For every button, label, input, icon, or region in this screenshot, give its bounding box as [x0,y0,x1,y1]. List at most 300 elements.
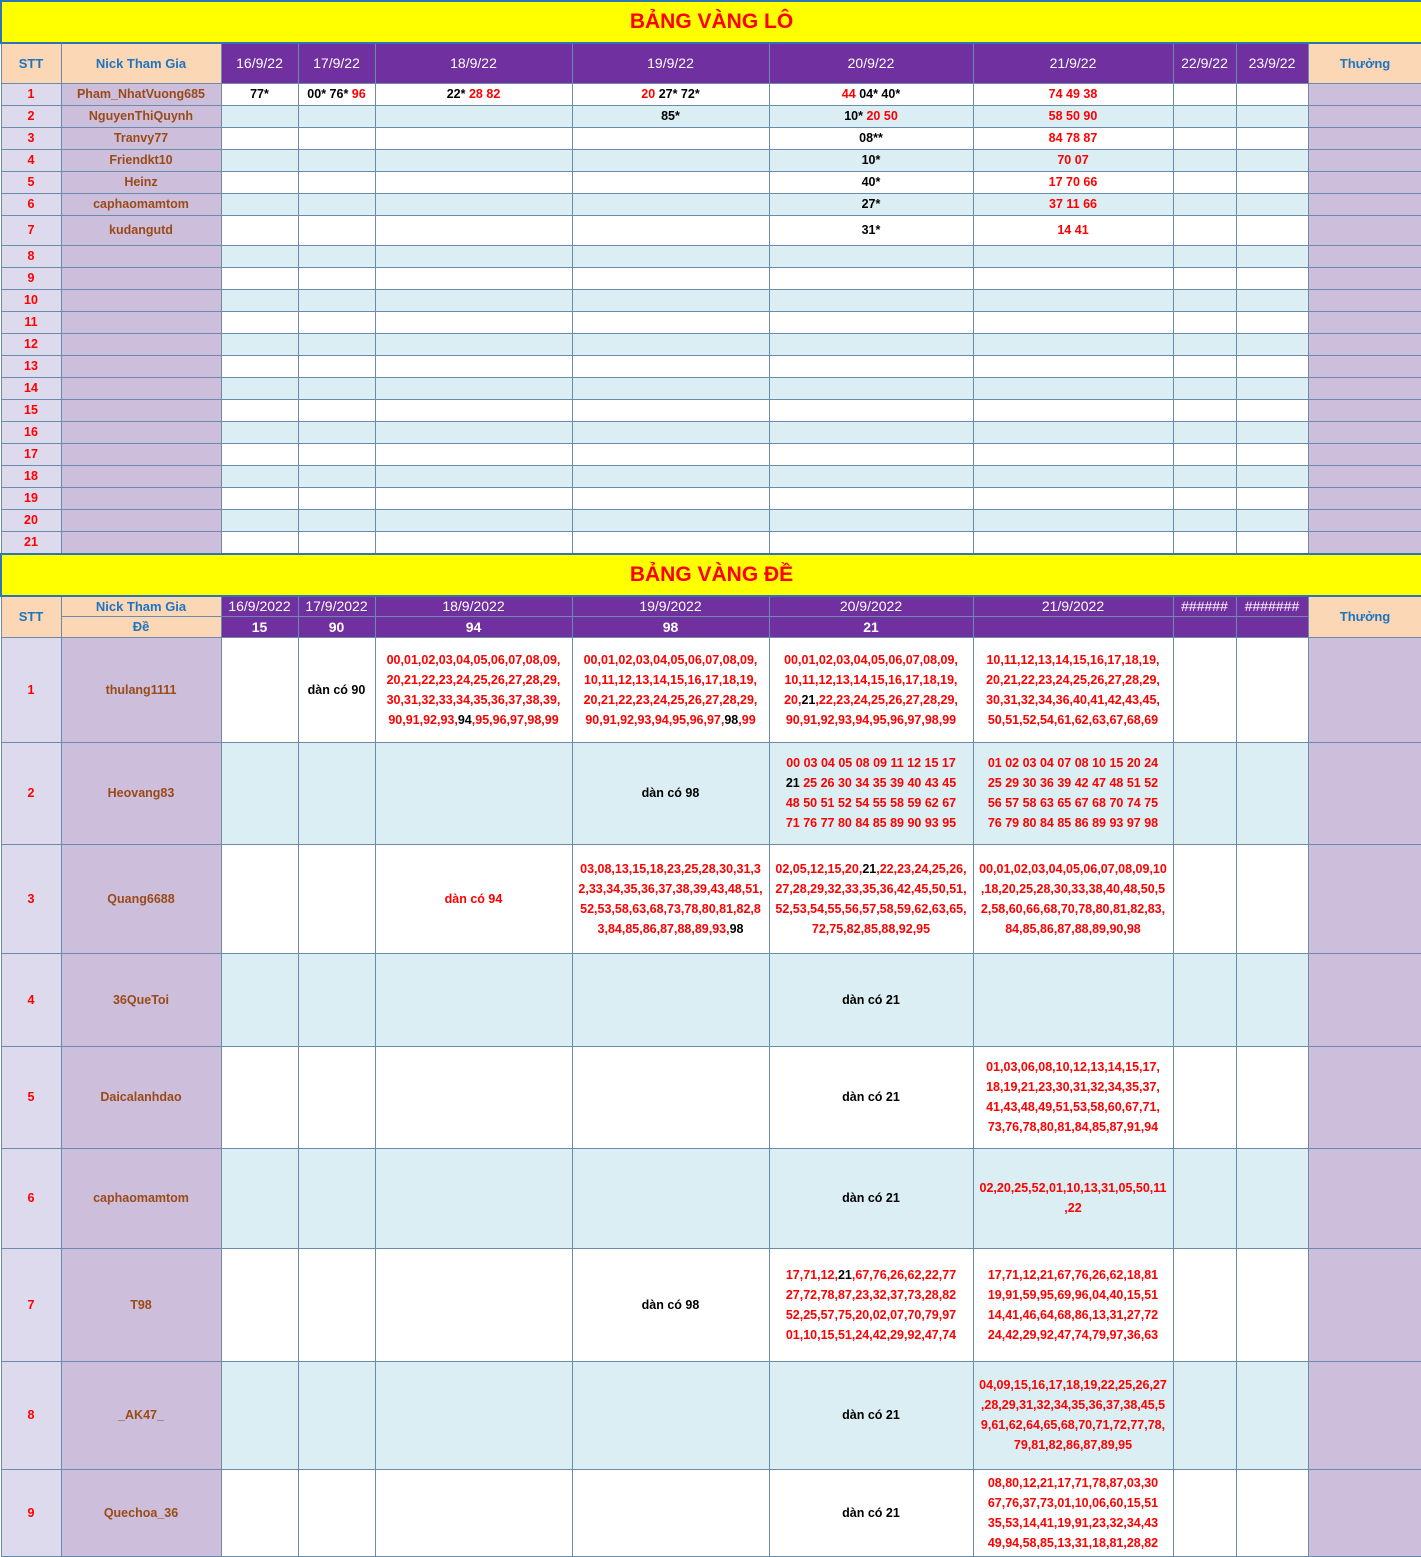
lo-pick-cell [298,333,375,355]
lo-nick-cell [61,487,221,509]
lo-pick-cell [1173,509,1236,531]
de-pick-cell [375,1046,572,1148]
de-pick-text: 72,75,82,85,88,92,95 [811,921,931,936]
de-pick-line [770,1265,973,1285]
lo-pick-cell [375,421,572,443]
de-pick-cell [769,1248,973,1361]
de-stt-cell: 8 [1,1361,61,1469]
lo-pick-cell [769,267,973,289]
lo-table-row [1,399,1421,421]
lo-pick-cell [375,377,572,399]
lo-pick-cell [221,215,298,245]
de-pick-line [974,859,1173,879]
lo-table-row [1,509,1421,531]
lo-pick-text: 10* [861,153,881,167]
de-pick-text: 25 29 30 36 39 42 47 48 51 52 [987,776,1159,790]
de-pick-line [974,1077,1173,1097]
lo-thuong-cell [1308,289,1421,311]
lo-pick-cell [221,105,298,127]
de-pick-line [974,1178,1173,1198]
lo-pick-cell [973,149,1173,171]
lo-pick-text: 27* 72* [658,87,700,101]
lo-pick-cell [572,289,769,311]
de-nick-header: Nick Tham Gia [61,596,221,616]
lo-pick-text: 96 [351,87,366,101]
lo-nick-cell [61,531,221,553]
de-pick-text: 10,11,12,13,14,15,16,17,18,19, [583,672,758,687]
lo-nick-cell [61,465,221,487]
de-thuong-cell [1308,953,1421,1046]
de-pick-text: 17,71,12,21,67,76,26,62,18,81 [987,1267,1159,1282]
de-pick-text: ,22,23,24,25,26, [876,861,967,876]
lo-pick-cell [769,531,973,553]
lo-table-row [1,377,1421,399]
lo-pick-cell [769,149,973,171]
lo-nick-header: Nick Tham Gia [61,43,221,83]
lo-table-row [1,355,1421,377]
de-pick-text: 21 [837,1267,852,1282]
de-pick-cell [1173,1046,1236,1148]
lo-pick-cell [375,267,572,289]
de-pick-cell [1173,1361,1236,1469]
de-pick-text: 00,01,02,03,04,05,06,07,08,09, [386,652,561,667]
lo-pick-cell [572,171,769,193]
lo-pick-cell [375,531,572,553]
de-thuong-cell [1308,844,1421,953]
de-table-row [1,844,1421,953]
lo-table-row [1,267,1421,289]
de-pick-cell [298,637,375,742]
lo-stt-cell: 1 [1,83,61,105]
de-pick-cell [298,1046,375,1148]
lo-pick-cell [1236,127,1308,149]
lo-pick-text: 00* 76* [307,87,352,101]
lo-pick-cell [298,531,375,553]
de-pick-text: 52,53,54,55,56,57,58,59,62,63,65, [775,901,967,916]
de-pick-cell [572,1046,769,1148]
lo-nick-cell: NguyenThiQuynh [61,105,221,127]
de-pick-cell [572,742,769,844]
de-pick-cell [1173,1148,1236,1248]
lo-table-row [1,443,1421,465]
lo-pick-cell [298,245,375,267]
lo-pick-cell [1173,245,1236,267]
de-result-value: 21 [769,616,973,637]
de-pick-text: 35,53,14,41,19,91,23,32,34,43 [987,1515,1159,1530]
de-pick-text: 90,91,92,93,94,95,96,97,98,99 [785,712,957,727]
de-pick-text: 52,25,57,75,20,02,07,70,79,97 [785,1307,957,1322]
de-nick-cell: T98 [61,1248,221,1361]
lo-stt-cell: 9 [1,267,61,289]
lo-pick-cell [298,487,375,509]
lo-pick-text: 20 50 [866,109,898,123]
lo-pick-cell [1236,509,1308,531]
de-pick-text: dàn có 21 [842,1090,900,1104]
lo-thuong-cell [1308,465,1421,487]
de-pick-cell [298,1248,375,1361]
lo-pick-cell [973,399,1173,421]
lo-pick-cell [1173,355,1236,377]
de-pick-text: 71 76 77 80 84 85 89 90 93 95 [785,816,957,830]
de-pick-cell [221,1046,298,1148]
de-pick-cell [298,1361,375,1469]
de-pick-text: 01,03,06,08,10,12,13,14,15,17, [986,1060,1160,1074]
lo-pick-cell [572,443,769,465]
lo-pick-cell [973,311,1173,333]
de-stt-cell: 5 [1,1046,61,1148]
lo-pick-cell [1236,289,1308,311]
de-pick-cell [221,953,298,1046]
de-pick-line [770,650,973,670]
lo-table-row [1,421,1421,443]
lo-nick-cell [61,377,221,399]
de-pick-line [770,899,973,919]
de-table [0,553,1421,1557]
lo-pick-cell [221,377,298,399]
de-pick-cell [375,953,572,1046]
lo-pick-cell [572,127,769,149]
de-pick-text: 00 03 04 05 08 09 11 12 15 17 [786,756,956,770]
lo-pick-cell [298,149,375,171]
de-title: BẢNG VÀNG ĐỀ [1,554,1421,596]
lo-stt-cell: 5 [1,171,61,193]
lo-pick-cell [572,105,769,127]
de-table-row [1,1046,1421,1148]
lo-stt-cell: 11 [1,311,61,333]
lo-pick-cell [298,193,375,215]
de-table-row [1,1148,1421,1248]
de-date-header: 21/9/2022 [973,596,1173,616]
de-pick-line [376,690,572,710]
de-date-header: 16/9/2022 [221,596,298,616]
lo-stt-cell: 19 [1,487,61,509]
lo-thuong-cell [1308,311,1421,333]
de-pick-line [573,919,769,939]
lo-pick-text: 40* [861,175,881,189]
de-pick-text: 50,51,52,54,61,62,63,67,68,69 [987,712,1159,727]
de-pick-cell [973,1361,1173,1469]
de-pick-text: dàn có 98 [641,1297,700,1312]
lo-pick-cell [973,487,1173,509]
lo-pick-cell [298,355,375,377]
de-result-value [973,616,1173,637]
de-stt-cell: 9 [1,1469,61,1556]
lo-nick-cell [61,267,221,289]
lo-pick-cell [375,171,572,193]
lo-pick-cell [375,245,572,267]
de-pick-text: 49,94,58,85,13,31,18,81,28,82 [987,1535,1159,1550]
lo-pick-cell [375,127,572,149]
de-pick-text: 27,28,29,32,33,35,36,42,45,50,51, [775,881,967,896]
lo-pick-cell [1236,83,1308,105]
lo-pick-cell [221,333,298,355]
de-pick-line [974,879,1173,899]
de-pick-cell [973,1469,1173,1556]
de-pick-text: 02,20,25,52,01,10,13,31,05,50,11 [979,1181,1167,1195]
lo-pick-cell [375,355,572,377]
lo-pick-cell [375,105,572,127]
de-pick-text: 00,01,02,03,04,05,06,07,08,09, [784,652,958,667]
lo-table-row [1,127,1421,149]
de-pick-text: dàn có 21 [842,992,900,1007]
lo-thuong-header: Thưởng [1308,43,1421,83]
de-pick-cell [769,637,973,742]
de-pick-text: dàn có 98 [641,786,700,800]
lo-pick-cell [769,465,973,487]
de-pick-cell [375,1469,572,1556]
de-pick-text: 98 [724,712,739,727]
de-pick-line [573,1295,769,1315]
lo-table-row [1,333,1421,355]
de-pick-cell [769,1361,973,1469]
lo-pick-text: 77* [250,87,269,101]
de-pick-text: 90,91,92,93, [388,712,458,727]
de-pick-line [974,1265,1173,1285]
lo-pick-cell [1236,193,1308,215]
lo-table [0,0,1421,554]
de-pick-text: 01 02 03 04 07 08 10 15 20 24 [987,756,1159,770]
de-pick-text: 20, [784,692,802,707]
lo-thuong-cell [1308,245,1421,267]
lo-date-header: 22/9/22 [1173,43,1236,83]
lo-pick-cell [572,377,769,399]
de-pick-cell [572,844,769,953]
de-pick-line [770,670,973,690]
lo-pick-cell [1173,127,1236,149]
lo-stt-cell: 13 [1,355,61,377]
de-pick-line [974,1395,1173,1415]
lo-pick-cell [572,83,769,105]
lo-pick-cell [298,421,375,443]
lo-date-header: 21/9/22 [973,43,1173,83]
lo-thuong-cell [1308,487,1421,509]
de-pick-cell [375,1361,572,1469]
de-date-header: ###### [1173,596,1236,616]
lo-pick-cell [1173,83,1236,105]
de-pick-cell [1236,1046,1308,1148]
de-pick-cell [298,1148,375,1248]
lo-body [1,83,1421,553]
de-thuong-cell [1308,1361,1421,1469]
lo-pick-cell [1173,333,1236,355]
lo-table-row [1,83,1421,105]
lo-pick-text: 08** [859,131,883,145]
lo-pick-cell [1173,531,1236,553]
de-thuong-cell [1308,1148,1421,1248]
lo-pick-cell [221,149,298,171]
de-pick-line [974,1305,1173,1325]
lo-table-row [1,105,1421,127]
de-pick-text: 2,58,60,66,68,70,78,80,81,82,83, [980,901,1166,916]
lo-table-row [1,487,1421,509]
lo-pick-cell [375,443,572,465]
lo-stt-cell: 18 [1,465,61,487]
lo-thuong-cell [1308,509,1421,531]
lo-thuong-cell [1308,399,1421,421]
de-pick-line [770,1285,973,1305]
de-pick-line [974,1057,1173,1077]
lo-pick-cell [572,355,769,377]
lo-pick-cell [221,171,298,193]
de-pick-cell [973,844,1173,953]
de-stt-cell: 4 [1,953,61,1046]
de-date-header: 18/9/2022 [375,596,572,616]
lo-table-row [1,531,1421,553]
lo-pick-cell [1173,377,1236,399]
de-thuong-cell [1308,1248,1421,1361]
de-pick-line [974,1325,1173,1345]
lo-pick-text: 04* 40* [859,87,901,101]
lo-pick-text: 28 82 [468,87,501,101]
de-pick-line [376,670,572,690]
lo-pick-cell [973,127,1173,149]
de-nick-cell: Heovang83 [61,742,221,844]
de-date-header: 17/9/2022 [298,596,375,616]
lo-pick-cell [375,333,572,355]
lo-date-header: 20/9/22 [769,43,973,83]
de-stt-cell: 3 [1,844,61,953]
lo-pick-cell [1236,531,1308,553]
lo-pick-cell [1173,421,1236,443]
de-date-header: 20/9/2022 [769,596,973,616]
lo-pick-cell [973,83,1173,105]
de-pick-text: 01,10,15,51,24,42,29,92,47,74 [785,1327,957,1342]
lo-pick-cell [572,487,769,509]
lo-pick-cell [1236,355,1308,377]
de-pick-text: dàn có 90 [307,682,366,697]
lo-pick-cell [298,311,375,333]
lo-pick-cell [1173,105,1236,127]
de-pick-text: 24,42,29,92,47,74,79,97,36,63 [987,1327,1159,1342]
lo-pick-text: 70 07 [1057,153,1089,167]
de-pick-cell [973,1248,1173,1361]
lo-pick-text: 27* [861,197,881,211]
de-pick-line [974,1375,1173,1395]
de-pick-cell [769,1148,973,1248]
lo-pick-cell [221,311,298,333]
lo-pick-cell [973,531,1173,553]
de-pick-text: 02,05,12,15,20, [775,861,863,876]
lo-thuong-cell [1308,171,1421,193]
lo-pick-cell [375,215,572,245]
de-pick-cell [375,1248,572,1361]
lo-pick-cell [375,465,572,487]
de-pick-cell [1236,637,1308,742]
de-pick-cell [769,953,973,1046]
de-table-row [1,1469,1421,1556]
lo-pick-cell [1173,193,1236,215]
de-pick-text: 18,19,21,23,30,31,32,34,35,37, [986,1080,1160,1094]
de-date-header: ####### [1236,596,1308,616]
de-pick-line [376,889,572,909]
de-pick-text: 84,85,86,87,88,89,90,98 [1005,921,1141,936]
de-table-row [1,1248,1421,1361]
lo-pick-cell [375,399,572,421]
lo-pick-cell [572,421,769,443]
de-pick-text: 41,43,48,49,51,53,58,60,67,71, [986,1100,1160,1114]
lo-pick-cell [298,267,375,289]
de-result-value: 98 [572,616,769,637]
lo-nick-cell [61,443,221,465]
de-pick-cell [1236,742,1308,844]
lo-pick-cell [298,509,375,531]
de-pick-cell [221,1361,298,1469]
lo-pick-cell [221,245,298,267]
lo-pick-cell [572,333,769,355]
de-result-value [1236,616,1308,637]
de-pick-line [974,710,1173,730]
lo-date-header: 19/9/22 [572,43,769,83]
lo-pick-cell [221,355,298,377]
lo-pick-cell [769,289,973,311]
de-pick-line [770,859,973,879]
lo-nick-cell [61,399,221,421]
de-stt-cell: 7 [1,1248,61,1361]
de-pick-text: 52,53,58,63,68,73,78,80,81,82,8 [580,901,761,916]
lo-nick-cell [61,289,221,311]
de-pick-line [974,650,1173,670]
de-pick-text: dàn có 21 [842,1408,900,1422]
lo-pick-cell [973,193,1173,215]
de-table-row [1,953,1421,1046]
lo-pick-cell [769,311,973,333]
de-result-value [1173,616,1236,637]
de-pick-text: 04,09,15,16,17,18,19,22,25,26,27 [979,1378,1167,1392]
de-pick-cell [572,637,769,742]
de-pick-line [974,813,1173,833]
lo-pick-cell [769,127,973,149]
lo-pick-cell [1236,399,1308,421]
lo-date-header: 16/9/22 [221,43,298,83]
de-pick-cell [298,844,375,953]
lo-pick-cell [973,171,1173,193]
lo-pick-cell [1173,465,1236,487]
de-pick-cell [572,1148,769,1248]
de-pick-line [770,919,973,939]
de-pick-cell [221,1248,298,1361]
de-pick-line [299,680,375,700]
de-pick-line [573,670,769,690]
de-nick-cell: Quechoa_36 [61,1469,221,1556]
lo-pick-cell [1173,171,1236,193]
lo-pick-text: 58 50 90 [1048,109,1098,123]
lo-pick-cell [298,215,375,245]
de-pick-cell [1236,844,1308,953]
lo-pick-cell [572,465,769,487]
lo-pick-cell [1236,267,1308,289]
de-pick-cell [572,1248,769,1361]
lo-thuong-cell [1308,149,1421,171]
lo-pick-cell [769,487,973,509]
de-nick-cell: caphaomamtom [61,1148,221,1248]
lo-pick-text: 20 [641,87,659,101]
de-pick-line [974,1415,1173,1435]
de-pick-text: 30,31,32,33,34,35,36,37,38,39, [386,692,561,707]
de-pick-line [974,1533,1173,1553]
lo-pick-cell [572,215,769,245]
lo-pick-cell [1236,215,1308,245]
de-pick-line [974,1435,1173,1455]
de-pick-text: 48 50 51 52 54 55 58 59 62 67 [785,796,957,810]
de-pick-line [770,793,973,813]
lo-title: BẢNG VÀNG LÔ [1,1,1421,43]
de-nick-cell: Quang6688 [61,844,221,953]
de-pick-line [974,690,1173,710]
de-pick-text: ,18,20,25,28,30,33,38,40,48,50,5 [980,881,1166,896]
lo-pick-cell [1173,443,1236,465]
lo-pick-cell [221,83,298,105]
lo-thuong-cell [1308,531,1421,553]
